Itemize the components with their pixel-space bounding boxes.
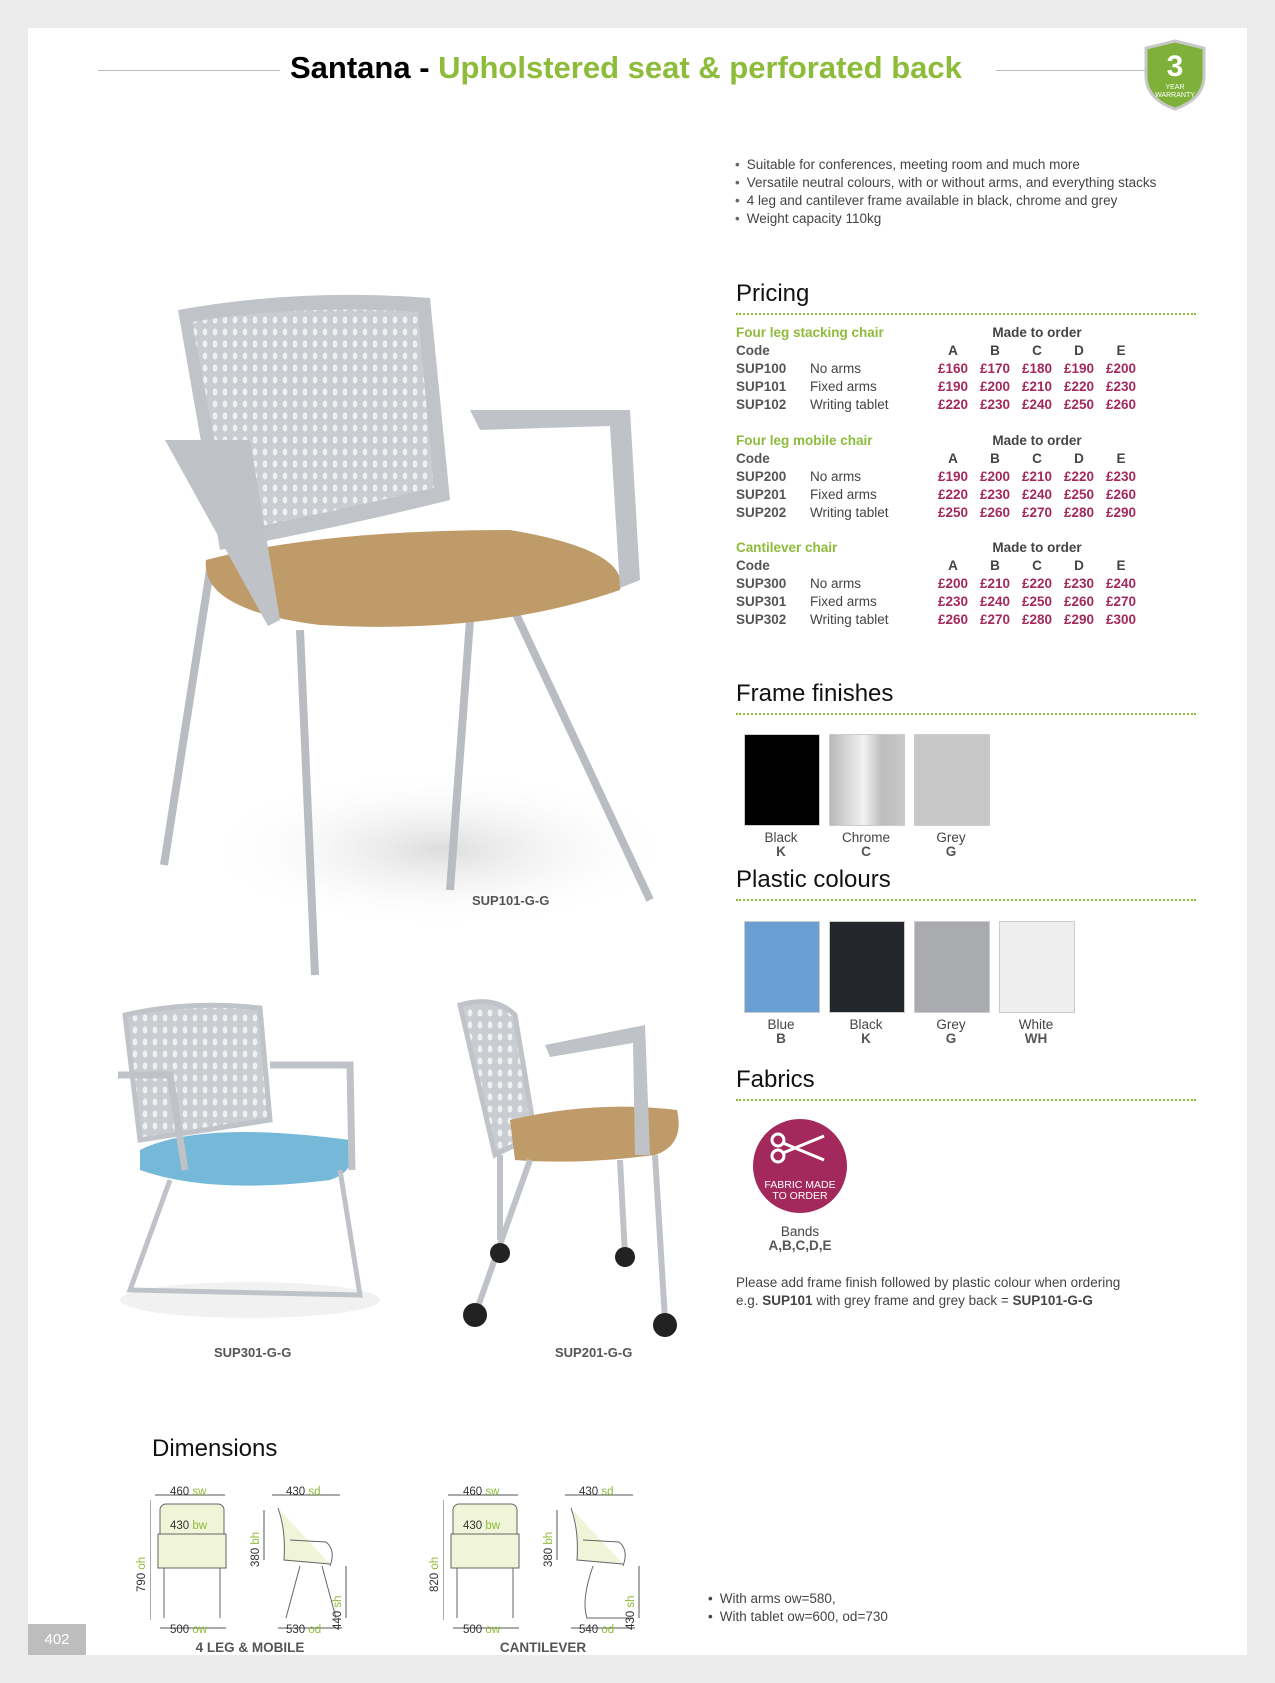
band-header: E bbox=[1116, 450, 1126, 466]
code-label: Code bbox=[736, 557, 770, 573]
swatch-white bbox=[999, 921, 1075, 1013]
price-cell: £210 bbox=[1021, 468, 1053, 484]
price-cell: £200 bbox=[1105, 360, 1137, 376]
dimension-ow bbox=[170, 1624, 207, 1636]
dimension-unit: oh bbox=[429, 1556, 441, 1570]
band-header: B bbox=[990, 450, 1000, 466]
price-row bbox=[736, 592, 1142, 610]
band-header: B bbox=[990, 342, 1000, 358]
dimension-caption: CANTILEVER bbox=[499, 1640, 587, 1655]
price-cell: £280 bbox=[1021, 611, 1053, 627]
price-group-name: Four leg mobile chair bbox=[736, 432, 873, 448]
price-cell: £160 bbox=[937, 360, 969, 376]
product-code: SUP102 bbox=[736, 396, 787, 412]
swatch-grey bbox=[914, 921, 990, 1013]
price-row bbox=[736, 467, 1142, 485]
warranty-badge bbox=[1140, 38, 1210, 112]
price-cell: £250 bbox=[1021, 593, 1053, 609]
dimension-bh bbox=[250, 1532, 262, 1567]
order-note-prefix: e.g. bbox=[736, 1293, 763, 1308]
swatch-name: Chrome bbox=[841, 830, 890, 845]
product-description: No arms bbox=[810, 575, 862, 591]
price-cell: £270 bbox=[979, 611, 1011, 627]
product-description: Writing tablet bbox=[810, 504, 889, 520]
svg-text:WARRANTY: WARRANTY bbox=[1155, 92, 1195, 99]
price-cell: £200 bbox=[979, 378, 1011, 394]
bands-value: A,B,C,D,E bbox=[768, 1238, 832, 1253]
price-cell: £200 bbox=[979, 468, 1011, 484]
product-description: Fixed arms bbox=[810, 378, 877, 394]
dimension-bw bbox=[170, 1520, 207, 1532]
dimension-value: 500 bbox=[170, 1624, 190, 1636]
price-group-name: Four leg stacking chair bbox=[736, 324, 884, 340]
swatch-chrome bbox=[829, 734, 905, 826]
price-cell: £270 bbox=[1105, 593, 1137, 609]
product-description: Writing tablet bbox=[810, 396, 889, 412]
dimension-bw bbox=[463, 1520, 500, 1532]
dimension-unit: ow bbox=[485, 1624, 501, 1636]
swatch-black bbox=[744, 734, 820, 826]
price-cell: £220 bbox=[1063, 378, 1095, 394]
price-cell: £180 bbox=[1021, 360, 1053, 376]
dimension-note: • With tablet ow=600, od=730 bbox=[708, 1608, 888, 1626]
band-header: D bbox=[1074, 450, 1084, 466]
order-note-line2 bbox=[736, 1292, 1120, 1310]
dimension-od bbox=[286, 1624, 321, 1636]
price-cell: £260 bbox=[1105, 486, 1137, 502]
product-description: No arms bbox=[810, 468, 862, 484]
feature-item: • Versatile neutral colours, with or without arms, and everything stacks bbox=[735, 174, 1156, 192]
dimension-note: • With arms ow=580, bbox=[708, 1590, 888, 1608]
swatch-code: C bbox=[861, 844, 871, 859]
price-cell: £240 bbox=[1105, 575, 1137, 591]
pricing-heading: Pricing bbox=[736, 280, 810, 307]
band-header: D bbox=[1074, 342, 1084, 358]
price-row bbox=[736, 359, 1142, 377]
swatch-name: Black bbox=[764, 830, 798, 845]
dimension-value: 540 bbox=[579, 1624, 599, 1636]
order-note-result: SUP101-G-G bbox=[1012, 1293, 1093, 1308]
product-code: SUP101 bbox=[736, 378, 787, 394]
price-row bbox=[736, 377, 1142, 395]
band-header: A bbox=[948, 342, 958, 358]
product-code: SUP100 bbox=[736, 360, 787, 376]
price-cell: £220 bbox=[1063, 468, 1095, 484]
swatch-name: Blue bbox=[767, 1017, 795, 1032]
swatch-code: K bbox=[776, 844, 786, 859]
product-description: No arms bbox=[810, 360, 862, 376]
dimension-bh bbox=[543, 1532, 555, 1567]
dimension-notes bbox=[708, 1590, 888, 1626]
header-rule-left bbox=[98, 70, 280, 71]
bands-label: Bands bbox=[780, 1224, 820, 1239]
swatch-label bbox=[991, 1018, 1081, 1046]
page-number: 402 bbox=[28, 1624, 86, 1655]
made-to-order-label: Made to order bbox=[992, 432, 1082, 448]
dimension-sw bbox=[463, 1486, 499, 1498]
price-cell: £210 bbox=[1021, 378, 1053, 394]
dimension-od bbox=[579, 1624, 614, 1636]
price-cell: £230 bbox=[1105, 468, 1137, 484]
dimensions-heading: Dimensions bbox=[152, 1435, 278, 1462]
title-main: Santana - bbox=[290, 50, 439, 85]
svg-text:TO ORDER: TO ORDER bbox=[772, 1190, 828, 1202]
dimension-unit: bw bbox=[192, 1520, 208, 1532]
price-cell: £190 bbox=[1063, 360, 1095, 376]
band-header: D bbox=[1074, 557, 1084, 573]
title-sub: Upholstered seat & perforated back bbox=[438, 50, 962, 85]
product-code: SUP202 bbox=[736, 504, 787, 520]
price-cell: £280 bbox=[1063, 504, 1095, 520]
price-group-name: Cantilever chair bbox=[736, 539, 838, 555]
plastic-colours-heading: Plastic colours bbox=[736, 866, 891, 893]
price-row bbox=[736, 574, 1142, 592]
dimension-drawing bbox=[443, 1490, 703, 1640]
dimension-value: 460 bbox=[170, 1486, 190, 1498]
band-header: E bbox=[1116, 342, 1126, 358]
price-cell: £290 bbox=[1063, 611, 1095, 627]
price-cell: £240 bbox=[1021, 396, 1053, 412]
price-cell: £250 bbox=[1063, 396, 1095, 412]
price-cell: £220 bbox=[1021, 575, 1053, 591]
dimension-value: 430 bbox=[170, 1520, 190, 1532]
price-cell: £200 bbox=[937, 575, 969, 591]
dimension-unit: od bbox=[308, 1624, 322, 1636]
band-header: A bbox=[948, 557, 958, 573]
price-table bbox=[736, 323, 1142, 413]
product-description: Writing tablet bbox=[810, 611, 889, 627]
band-header: B bbox=[990, 557, 1000, 573]
mobile-chair-caption: SUP201-G-G bbox=[555, 1345, 633, 1360]
made-to-order-label: Made to order bbox=[992, 324, 1082, 340]
made-to-order-label: Made to order bbox=[992, 539, 1082, 555]
price-cell: £240 bbox=[979, 593, 1011, 609]
cantilever-chair-caption: SUP301-G-G bbox=[214, 1345, 292, 1360]
price-row bbox=[736, 610, 1142, 628]
swatch-label bbox=[821, 1018, 911, 1046]
swatch-blue bbox=[744, 921, 820, 1013]
dimension-unit: oh bbox=[136, 1556, 148, 1570]
price-cell: £170 bbox=[979, 360, 1011, 376]
price-cell: £240 bbox=[1021, 486, 1053, 502]
price-cell: £260 bbox=[1105, 396, 1137, 412]
band-header: E bbox=[1116, 557, 1126, 573]
price-row bbox=[736, 485, 1142, 503]
product-description: Fixed arms bbox=[810, 593, 877, 609]
dimension-value: 430 bbox=[625, 1610, 637, 1630]
swatch-label bbox=[906, 1018, 996, 1046]
price-cell: £220 bbox=[937, 396, 969, 412]
dimension-unit: od bbox=[601, 1624, 615, 1636]
dimension-value: 430 bbox=[579, 1486, 599, 1498]
code-label: Code bbox=[736, 450, 770, 466]
swatch-name: Grey bbox=[936, 830, 966, 845]
fabric-bands bbox=[755, 1225, 845, 1253]
dimension-unit: bh bbox=[250, 1531, 262, 1545]
product-code: SUP200 bbox=[736, 468, 787, 484]
price-cell: £230 bbox=[1105, 378, 1137, 394]
swatch-code: G bbox=[945, 844, 957, 859]
feature-item: • Weight capacity 110kg bbox=[735, 210, 1156, 228]
swatch-code: G bbox=[945, 1031, 957, 1046]
product-code: SUP201 bbox=[736, 486, 787, 502]
dimension-drawing bbox=[150, 1490, 410, 1640]
band-header: C bbox=[1032, 450, 1042, 466]
feature-item: • 4 leg and cantilever frame available in black, chrome and grey bbox=[735, 192, 1156, 210]
band-header: C bbox=[1032, 557, 1042, 573]
feature-item: • Suitable for conferences, meeting room and much more bbox=[735, 156, 1156, 174]
price-cell: £190 bbox=[937, 468, 969, 484]
dimension-caption: 4 LEG & MOBILE bbox=[195, 1640, 305, 1655]
dimension-value: 530 bbox=[286, 1624, 306, 1636]
price-cell: £230 bbox=[979, 486, 1011, 502]
mobile-chair-image bbox=[455, 995, 695, 1345]
svg-text:YEAR: YEAR bbox=[1165, 84, 1185, 91]
product-code: SUP302 bbox=[736, 611, 787, 627]
price-table bbox=[736, 431, 1142, 521]
price-cell: £260 bbox=[1063, 593, 1095, 609]
dimension-value: 820 bbox=[429, 1572, 441, 1592]
main-chair-image bbox=[150, 290, 670, 980]
price-row bbox=[736, 503, 1142, 521]
price-cell: £230 bbox=[979, 396, 1011, 412]
order-note-code: SUP101 bbox=[762, 1293, 813, 1308]
swatch-code: K bbox=[861, 1031, 871, 1046]
price-cell: £230 bbox=[1063, 575, 1095, 591]
order-note-mid: with grey frame and grey back = bbox=[812, 1293, 1013, 1308]
dimension-unit: sh bbox=[625, 1595, 637, 1608]
page-title bbox=[290, 50, 962, 86]
dimension-sh bbox=[332, 1595, 344, 1630]
order-note-line1: Please add frame finish followed by plastic colour when ordering bbox=[736, 1275, 1121, 1290]
dimension-unit: sd bbox=[308, 1486, 321, 1498]
svg-text:FABRIC MADE: FABRIC MADE bbox=[764, 1179, 836, 1191]
dimension-sw bbox=[170, 1486, 206, 1498]
price-cell: £210 bbox=[979, 575, 1011, 591]
dimension-value: 380 bbox=[250, 1547, 262, 1567]
order-note bbox=[736, 1274, 1120, 1310]
dimension-oh bbox=[136, 1557, 148, 1592]
product-code: SUP300 bbox=[736, 575, 787, 591]
price-cell: £260 bbox=[937, 611, 969, 627]
dimension-sd bbox=[579, 1486, 614, 1498]
swatch-label bbox=[906, 831, 996, 859]
dimension-value: 440 bbox=[332, 1610, 344, 1630]
fabrics-heading: Fabrics bbox=[736, 1066, 815, 1093]
plastic-divider bbox=[736, 899, 1196, 901]
dimension-unit: sh bbox=[332, 1595, 344, 1608]
product-description: Fixed arms bbox=[810, 486, 877, 502]
dimension-unit: sw bbox=[485, 1486, 500, 1498]
swatch-code: WH bbox=[1024, 1031, 1048, 1046]
price-table bbox=[736, 538, 1142, 628]
dimension-value: 460 bbox=[463, 1486, 483, 1498]
product-code: SUP301 bbox=[736, 593, 787, 609]
swatch-black bbox=[829, 921, 905, 1013]
swatch-grey bbox=[914, 734, 990, 826]
swatch-code: B bbox=[776, 1031, 786, 1046]
price-row bbox=[736, 395, 1142, 413]
fabrics-divider bbox=[736, 1099, 1196, 1101]
price-cell: £270 bbox=[1021, 504, 1053, 520]
pricing-divider bbox=[736, 313, 1196, 315]
dimension-sh bbox=[625, 1595, 637, 1630]
header-rule-right bbox=[996, 70, 1146, 71]
swatch-label bbox=[821, 831, 911, 859]
dimension-value: 430 bbox=[463, 1520, 483, 1532]
price-cell: £190 bbox=[937, 378, 969, 394]
code-label: Code bbox=[736, 342, 770, 358]
price-cell: £290 bbox=[1105, 504, 1137, 520]
dimension-unit: bw bbox=[485, 1520, 501, 1532]
price-cell: £250 bbox=[1063, 486, 1095, 502]
cantilever-chair-image bbox=[110, 1000, 380, 1320]
main-chair-caption: SUP101-G-G bbox=[472, 893, 550, 908]
swatch-name: Grey bbox=[936, 1017, 966, 1032]
dimension-value: 500 bbox=[463, 1624, 483, 1636]
frame-divider bbox=[736, 713, 1196, 715]
price-cell: £300 bbox=[1105, 611, 1137, 627]
price-cell: £260 bbox=[979, 504, 1011, 520]
dimension-unit: sd bbox=[601, 1486, 614, 1498]
feature-list bbox=[735, 156, 1156, 228]
price-cell: £250 bbox=[937, 504, 969, 520]
swatch-label bbox=[736, 1018, 826, 1046]
swatch-name: Black bbox=[849, 1017, 883, 1032]
swatch-name: White bbox=[1018, 1017, 1054, 1032]
dimension-ow bbox=[463, 1624, 500, 1636]
band-header: A bbox=[948, 450, 958, 466]
warranty-number: 3 bbox=[1166, 50, 1184, 83]
band-header: C bbox=[1032, 342, 1042, 358]
dimension-oh bbox=[429, 1557, 441, 1592]
fabric-made-to-order-badge bbox=[752, 1118, 848, 1214]
dimension-unit: sw bbox=[192, 1486, 207, 1498]
dimension-value: 380 bbox=[543, 1547, 555, 1567]
price-cell: £220 bbox=[937, 486, 969, 502]
dimension-value: 790 bbox=[136, 1572, 148, 1592]
price-cell: £230 bbox=[937, 593, 969, 609]
dimension-sd bbox=[286, 1486, 321, 1498]
swatch-label bbox=[736, 831, 826, 859]
dimension-unit: ow bbox=[192, 1624, 208, 1636]
dimension-unit: bh bbox=[543, 1531, 555, 1545]
frame-finishes-heading: Frame finishes bbox=[736, 680, 894, 707]
dimension-value: 430 bbox=[286, 1486, 306, 1498]
